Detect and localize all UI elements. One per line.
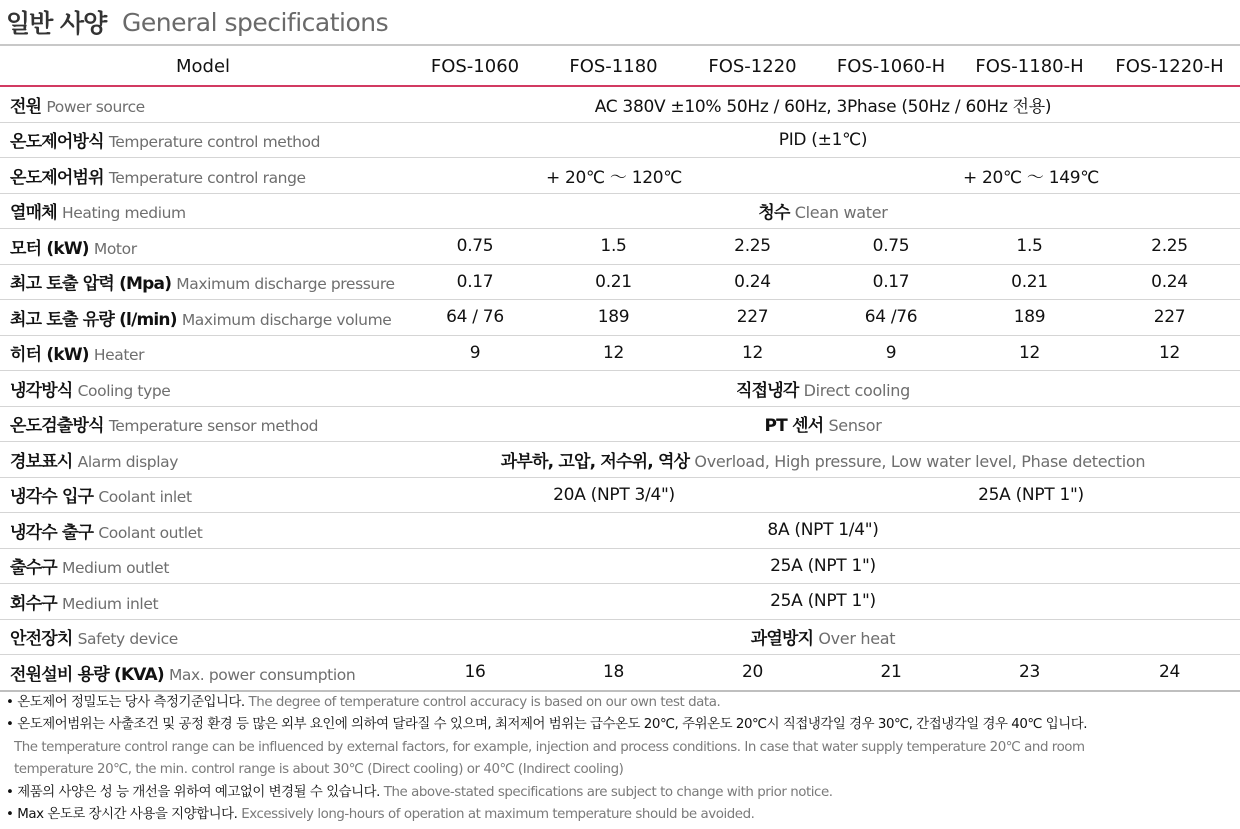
- spec-label-english: Medium inlet: [61, 594, 159, 613]
- spec-label-korean: 전원: [10, 96, 42, 117]
- spec-value: 0.75: [822, 229, 960, 265]
- spec-value: 227: [1099, 300, 1240, 336]
- value-english: Sensor: [828, 416, 882, 436]
- spec-value: 0.21: [960, 264, 1099, 300]
- footnote-korean: • 제품의 사양은 성 능 개선을 위하여 예고없이 변경될 수 있습니다.: [6, 784, 380, 800]
- footnote: [6, 782, 1234, 804]
- spec-value-all-models: [406, 406, 1240, 442]
- spec-label-english: Temperature control range: [108, 168, 306, 187]
- spec-value: 2.25: [1099, 229, 1240, 265]
- value-korean: 청수: [758, 203, 790, 224]
- spec-label-english: Alarm display: [77, 452, 178, 471]
- spec-label-english: Heater: [93, 346, 145, 365]
- spec-label: [0, 335, 406, 371]
- spec-label-english: Temperature sensor method: [108, 417, 319, 436]
- spec-label-english: Motor: [93, 239, 137, 258]
- spec-value: 24: [1099, 655, 1240, 691]
- specifications-table: [0, 47, 1240, 692]
- footnote-english: The degree of temperature control accuracy is based on our own test data.: [248, 695, 721, 710]
- spec-value: 12: [544, 335, 683, 371]
- spec-label: [0, 619, 406, 655]
- spec-value-model-group: 25A (NPT 1"): [822, 477, 1240, 513]
- table-row: [0, 655, 1240, 691]
- footnote-english: Excessively long-hours of operation at maximum temperature should be avoided.: [241, 807, 755, 823]
- value-english: Direct cooling: [803, 380, 910, 400]
- spec-value-model-group: 20A (NPT 3/4"): [406, 477, 822, 513]
- header-model-name: FOS-1220-H: [1099, 47, 1240, 86]
- spec-value: 1.5: [960, 229, 1099, 265]
- spec-label-korean: 경보표시: [10, 451, 73, 472]
- spec-value: 9: [406, 335, 544, 371]
- spec-value-model-group: + 20℃ ～ 120℃: [406, 158, 822, 194]
- table-row: [0, 548, 1240, 584]
- spec-label-english: Maximum discharge pressure: [176, 275, 395, 294]
- spec-value: 0.24: [683, 264, 822, 300]
- footnote-english-continued: The temperature control range can be influenced by external factors, for example, injection and process conditions. In case that water supply temperature 20℃ and room: [14, 739, 1085, 755]
- table-row: [0, 335, 1240, 371]
- spec-label-korean: 출수구: [10, 558, 57, 579]
- spec-label-korean: 냉각수 출구: [10, 522, 94, 543]
- spec-label: [0, 86, 406, 122]
- table-row: [0, 193, 1240, 229]
- table-row: [0, 406, 1240, 442]
- spec-label-english: Max. power consumption: [168, 665, 356, 684]
- footnote-korean: • 온도제어범위는 사출조건 및 공정 환경 등 많은 외부 요인에 의하여 달라질 수 있으며, 최저제어 범위는 급수온도 20℃, 주위온도 20℃시 직접냉각일 경우 30℃, 간접냉각일 경우 40℃ 입니다.: [6, 717, 1088, 733]
- table-row: [0, 371, 1240, 407]
- spec-value: 16: [406, 655, 544, 691]
- spec-value-all-models: [406, 442, 1240, 478]
- spec-value-all-models: [406, 619, 1240, 655]
- page-title-korean: 일반 사양: [6, 9, 107, 38]
- spec-value: 0.21: [544, 264, 683, 300]
- value-english: Overload, High pressure, Low water level, Phase detection: [694, 451, 1146, 471]
- spec-label: [0, 158, 406, 194]
- spec-label-english: Safety device: [77, 630, 178, 649]
- spec-value: 64 / 76: [406, 300, 544, 336]
- spec-label-korean: 온도제어방식: [10, 132, 104, 153]
- spec-label-english: Maximum discharge volume: [181, 310, 392, 329]
- spec-label: [0, 300, 406, 336]
- header-model-name: FOS-1060: [406, 47, 544, 86]
- footnote: [6, 692, 1234, 714]
- spec-value: 189: [544, 300, 683, 336]
- footnote-english: The above-stated specifications are subject to change with prior notice.: [383, 784, 833, 800]
- footnote-english-continued: temperature 20℃, the min. control range is about 30℃ (Direct cooling) or 40℃ (Indirect cooling): [14, 762, 624, 778]
- spec-value-all-models: AC 380V ±10% 50Hz / 60Hz, 3Phase (50Hz / 60Hz 전용): [406, 86, 1240, 122]
- table-row: [0, 442, 1240, 478]
- footnote-korean: • Max 온도로 장시간 사용을 지양합니다.: [6, 807, 238, 823]
- table-row: [0, 264, 1240, 300]
- spec-value: 0.17: [406, 264, 544, 300]
- spec-label-korean: 모터 (kW): [10, 238, 89, 259]
- table-row: [0, 477, 1240, 513]
- footnote: [6, 804, 1234, 826]
- spec-label-english: Power source: [46, 97, 145, 116]
- spec-value-all-models: 8A (NPT 1/4"): [406, 513, 1240, 549]
- footnotes: [6, 692, 1234, 826]
- spec-value: 189: [960, 300, 1099, 336]
- spec-value: 227: [683, 300, 822, 336]
- spec-value: 0.75: [406, 229, 544, 265]
- table-header-row: [0, 47, 1240, 86]
- spec-label: [0, 406, 406, 442]
- table-row: [0, 300, 1240, 336]
- spec-label: [0, 264, 406, 300]
- spec-value: 64 /76: [822, 300, 960, 336]
- header-model-name: FOS-1180-H: [960, 47, 1099, 86]
- spec-label: [0, 513, 406, 549]
- spec-label: [0, 122, 406, 158]
- spec-label-korean: 히터 (kW): [10, 345, 89, 366]
- spec-value-all-models: [406, 371, 1240, 407]
- spec-label-korean: 열매체: [10, 203, 57, 224]
- spec-label-korean: 회수구: [10, 593, 57, 614]
- spec-label: [0, 584, 406, 620]
- spec-label: [0, 193, 406, 229]
- header-model-name: FOS-1220: [683, 47, 822, 86]
- header-model: Model: [0, 47, 406, 86]
- spec-value: 20: [683, 655, 822, 691]
- spec-value: 2.25: [683, 229, 822, 265]
- spec-value: 1.5: [544, 229, 683, 265]
- header-model-name: FOS-1180: [544, 47, 683, 86]
- spec-value: 23: [960, 655, 1099, 691]
- spec-label-korean: 냉각수 입구: [10, 487, 94, 508]
- value-korean: PT 센서: [764, 416, 824, 437]
- table-body: [0, 86, 1240, 691]
- spec-label-korean: 전원설비 용량 (KVA): [10, 664, 164, 685]
- value-korean: 과열방지: [750, 629, 814, 650]
- value-english: Over heat: [818, 629, 896, 649]
- spec-value: 21: [822, 655, 960, 691]
- footnote: [6, 714, 1234, 736]
- spec-label: [0, 371, 406, 407]
- spec-label-english: Temperature control method: [108, 133, 321, 152]
- page-header: [0, 0, 1240, 46]
- table-row: [0, 513, 1240, 549]
- spec-label-korean: 최고 토출 압력 (Mpa): [10, 274, 172, 295]
- table-row: [0, 229, 1240, 265]
- value-korean: 과부하, 고압, 저수위, 역상: [500, 451, 690, 472]
- spec-value-all-models: 25A (NPT 1"): [406, 584, 1240, 620]
- table-row: [0, 584, 1240, 620]
- spec-label-english: Coolant outlet: [98, 523, 203, 542]
- spec-label-english: Cooling type: [77, 381, 171, 400]
- spec-value: 0.17: [822, 264, 960, 300]
- footnote-korean: • 온도제어 정밀도는 당사 측정기준입니다.: [6, 695, 245, 710]
- spec-label-english: Medium outlet: [61, 559, 169, 578]
- page-title-english: General specifications: [122, 8, 389, 37]
- spec-label-english: Coolant inlet: [98, 488, 192, 507]
- table-row: [0, 619, 1240, 655]
- spec-value: 0.24: [1099, 264, 1240, 300]
- spec-label-korean: 온도제어범위: [10, 167, 104, 188]
- spec-label-korean: 냉각방식: [10, 380, 73, 401]
- spec-label: [0, 548, 406, 584]
- value-korean: 직접냉각: [736, 380, 799, 401]
- header-model-name: FOS-1060-H: [822, 47, 960, 86]
- spec-value: 12: [960, 335, 1099, 371]
- spec-label-korean: 온도검출방식: [10, 416, 104, 437]
- spec-value-model-group: + 20℃ ～ 149℃: [822, 158, 1240, 194]
- value-english: Clean water: [794, 203, 888, 223]
- spec-value-all-models: [406, 193, 1240, 229]
- spec-value-all-models: PID (±1℃): [406, 122, 1240, 158]
- spec-label-korean: 최고 토출 유량 (l/min): [10, 309, 177, 330]
- spec-value-all-models: 25A (NPT 1"): [406, 548, 1240, 584]
- spec-label: [0, 442, 406, 478]
- table-row: [0, 86, 1240, 122]
- table-row: [0, 122, 1240, 158]
- spec-value: 9: [822, 335, 960, 371]
- spec-value: 12: [683, 335, 822, 371]
- spec-label-korean: 안전장치: [10, 629, 73, 650]
- table-row: [0, 158, 1240, 194]
- spec-label: [0, 477, 406, 513]
- spec-label: [0, 655, 406, 691]
- spec-value: 12: [1099, 335, 1240, 371]
- spec-label-english: Heating medium: [61, 204, 186, 223]
- spec-value: 18: [544, 655, 683, 691]
- spec-label: [0, 229, 406, 265]
